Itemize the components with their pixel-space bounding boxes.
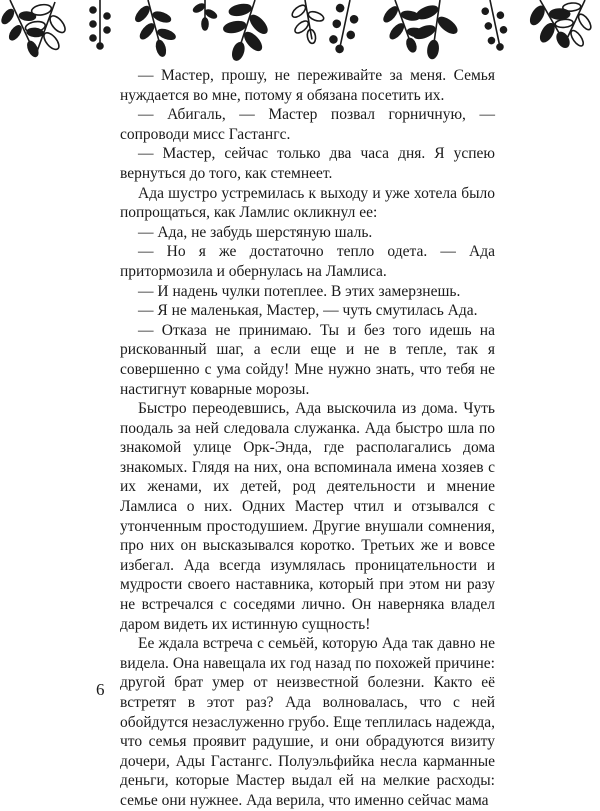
body-text <box>120 66 495 811</box>
paragraph: — Я не маленькая, Мастер, — чуть смутилась Ада. <box>138 302 478 320</box>
leaf-branches-icon <box>0 0 600 62</box>
paragraph: — Ада, не забудь шерстяную шаль. <box>138 223 373 241</box>
paragraph: — Абигаль, — Мастер позвал горничную, — сопроводи мисс Гастангс. <box>120 106 495 143</box>
page-number: 6 <box>96 680 105 699</box>
paragraph: Ада шустро устремилась к выходу и уже хотела было попрощаться, как Ламлис окликнул ее: <box>120 184 495 222</box>
paragraph: — И надень чулки потеплее. В этих замерзнешь. <box>138 282 461 300</box>
paragraph: Ее ждала встреча с семьёй, которую Ада так давно не видела. Она навещала их год назад по похожей причине: другой брат умер от неизвестной болезни. Както её встретят в этот раз? Ада волновалась, что с ней обойдутся незаслуженно грубо. Еще теплилась надежда, что семья проявит радушие, и они обрадуются визиту дочери, Ады Гастангс. Полуэльфийка несла карманные деньги, которые Мастер выдал ей на мелкие расходы: семье они нужнее. Ада верила, что именно сейчас мама <box>120 635 495 809</box>
paragraph: — Но я же достаточно тепло одета. — Ада притормозила и обернулась на Ламлиса. <box>120 243 495 280</box>
paragraph: — Отказа не принимаю. Ты и без того идешь на рискованный шаг, а если еще и не в тепле, так я совершенно с ума сойду! Мне нужно знать, что тебя не настигнут коварные морозы. <box>120 321 495 398</box>
paragraph: — Мастер, прошу, не переживайте за меня. Семья нуждается во мне, потому я обязана посетить их. <box>120 67 495 104</box>
paragraph: Быстро переодевшись, Ада выскочила из дома. Чуть поодаль за ней следовала служанка. Ада быстро шла по знакомой улице Орк-Энда, где располагались дома знакомых. Глядя на них, она вспоминала имена хозяев с их женами, их детей, род деятельности и мнение Ламлиса о них. Одних Мастер чтил и отзывался с утонченным простодушием. Другие внушали сомнения, про них он высказывался коротко. Третьих же и вовсе избегал. Ада всегда изумлялась проницательности и мудрости своего наставника, который при этом ни разу не встречался с соседями лично. Он наверняка владел даром видеть их истинную сущность! <box>120 400 495 633</box>
paragraph: — Мастер, сейчас только два часа дня. Я успею вернуться до того, как стемнеет. <box>120 145 495 182</box>
